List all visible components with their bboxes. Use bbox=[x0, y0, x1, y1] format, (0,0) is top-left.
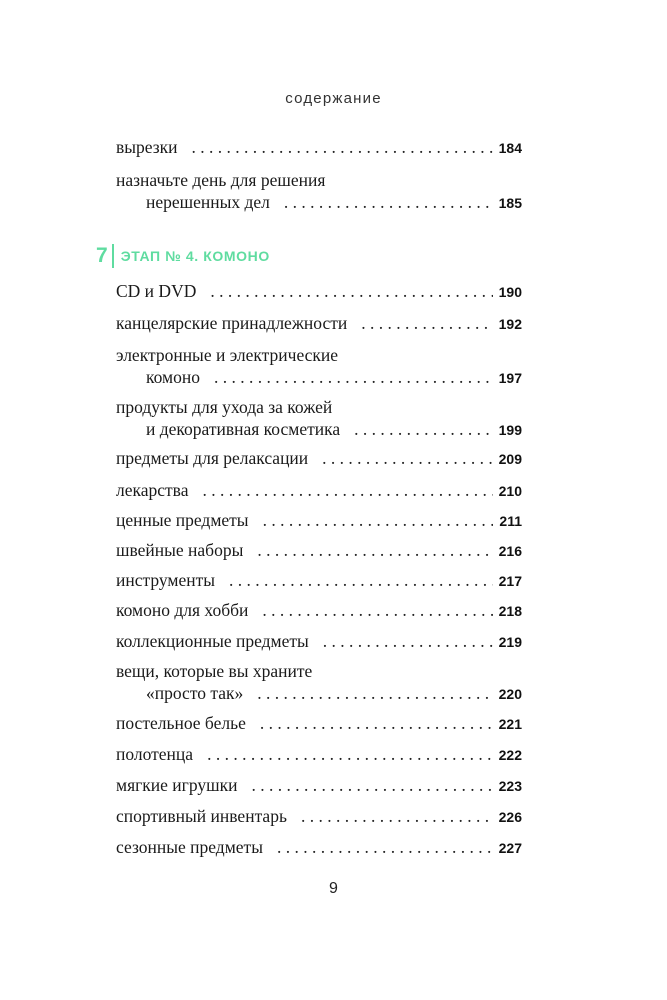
page-number: 9 bbox=[329, 880, 338, 897]
toc-entry bbox=[116, 743, 522, 766]
dot-leader bbox=[262, 599, 492, 621]
running-head: содержание bbox=[285, 90, 382, 107]
toc-entry-title: швейные наборы bbox=[116, 540, 244, 560]
dot-leader bbox=[284, 191, 493, 213]
chapter-divider bbox=[112, 244, 114, 268]
toc-entry-title: мягкие игрушки bbox=[116, 775, 238, 795]
toc-entry bbox=[116, 479, 522, 502]
toc-entry-title-line: вещи, которые вы храните bbox=[116, 661, 313, 681]
toc-entry-title-line: электронные и электрические bbox=[116, 345, 339, 365]
toc-entry-title: постельное белье bbox=[116, 713, 246, 733]
toc-entry-page: 211 bbox=[499, 513, 522, 529]
chapter-heading bbox=[96, 244, 270, 268]
toc-entry-page: 197 bbox=[498, 370, 522, 386]
toc-entry-title: CD и DVD bbox=[116, 281, 197, 301]
toc-entry-page: 217 bbox=[498, 573, 522, 589]
toc-entry-page: 227 bbox=[498, 840, 522, 856]
toc-entry-title: комоно для хобби bbox=[116, 600, 249, 620]
dot-leader bbox=[210, 280, 492, 302]
toc-entry bbox=[116, 599, 522, 622]
dot-leader bbox=[214, 366, 493, 388]
toc-entry-title-line: назначьте день для решения bbox=[116, 170, 326, 190]
toc-entry bbox=[116, 712, 522, 735]
toc-entry-title: «просто так» bbox=[146, 683, 244, 703]
toc-entry-title: спортивный инвентарь bbox=[116, 806, 287, 826]
dot-leader bbox=[192, 136, 493, 158]
toc-entry-title: и декоративная косметика bbox=[146, 419, 341, 439]
toc-entry-page: 192 bbox=[498, 316, 522, 332]
toc-entry bbox=[116, 312, 522, 335]
dot-leader bbox=[361, 312, 492, 334]
toc-entry bbox=[116, 509, 522, 532]
toc-entry-title: комоно bbox=[146, 367, 200, 387]
dot-leader bbox=[322, 447, 492, 469]
toc-entry-page: 199 bbox=[498, 422, 522, 438]
dot-leader bbox=[323, 630, 493, 652]
dot-leader bbox=[301, 805, 493, 827]
toc-entry-page: 223 bbox=[498, 778, 522, 794]
toc-entry-page: 190 bbox=[498, 284, 522, 300]
toc-entry-title: инструменты bbox=[116, 570, 216, 590]
toc-entry-page: 184 bbox=[498, 140, 522, 156]
dot-leader bbox=[260, 712, 493, 734]
toc-entry-title: сезонные предметы bbox=[116, 837, 263, 857]
toc-entry-page: 209 bbox=[498, 451, 522, 467]
toc-entry-title: ценные предметы bbox=[116, 510, 249, 530]
dot-leader bbox=[229, 569, 493, 591]
toc-entry-title-line: продукты для ухода за кожей bbox=[116, 397, 333, 417]
toc-entry-page: 222 bbox=[498, 747, 522, 763]
toc-entry bbox=[116, 805, 522, 828]
toc-entry bbox=[116, 539, 522, 562]
toc-entry-title: коллекционные предметы bbox=[116, 631, 309, 651]
chapter-title: ЭТАП № 4. КОМОНО bbox=[120, 248, 270, 264]
toc-entry-title: вырезки bbox=[116, 137, 178, 157]
toc-entry-title: полотенца bbox=[116, 744, 194, 764]
toc-entry bbox=[116, 169, 522, 214]
toc-entry-page: 220 bbox=[498, 686, 522, 702]
dot-leader bbox=[263, 509, 494, 531]
toc-entry bbox=[116, 630, 522, 653]
toc-entry bbox=[116, 447, 522, 470]
toc-entry bbox=[116, 569, 522, 592]
toc-entry-page: 221 bbox=[498, 716, 522, 732]
dot-leader bbox=[354, 418, 493, 440]
toc-entry-page: 219 bbox=[498, 634, 522, 650]
toc-entry bbox=[116, 660, 522, 705]
toc-entry-title: канцелярские принадлежности bbox=[116, 313, 348, 333]
toc-entry bbox=[116, 344, 522, 389]
toc-entry bbox=[116, 396, 522, 441]
toc-entry bbox=[116, 136, 522, 159]
toc-entry-page: 185 bbox=[498, 195, 522, 211]
toc-entry bbox=[116, 836, 522, 859]
toc-entry-page: 210 bbox=[498, 483, 522, 499]
toc-entry-title: лекарства bbox=[116, 480, 189, 500]
dot-leader bbox=[251, 774, 492, 796]
toc-entry bbox=[116, 774, 522, 797]
dot-leader bbox=[257, 539, 492, 561]
dot-leader bbox=[277, 836, 493, 858]
toc-entry bbox=[116, 280, 522, 303]
toc-entry-title: предметы для релаксации bbox=[116, 448, 309, 468]
toc-entry-page: 218 bbox=[498, 603, 522, 619]
toc-entry-page: 216 bbox=[498, 543, 522, 559]
dot-leader bbox=[202, 479, 492, 501]
toc-entry-title: нерешенных дел bbox=[146, 192, 270, 212]
toc-entry-page: 226 bbox=[498, 809, 522, 825]
chapter-number: 7 bbox=[96, 244, 108, 267]
dot-leader bbox=[207, 743, 493, 765]
dot-leader bbox=[257, 682, 492, 704]
